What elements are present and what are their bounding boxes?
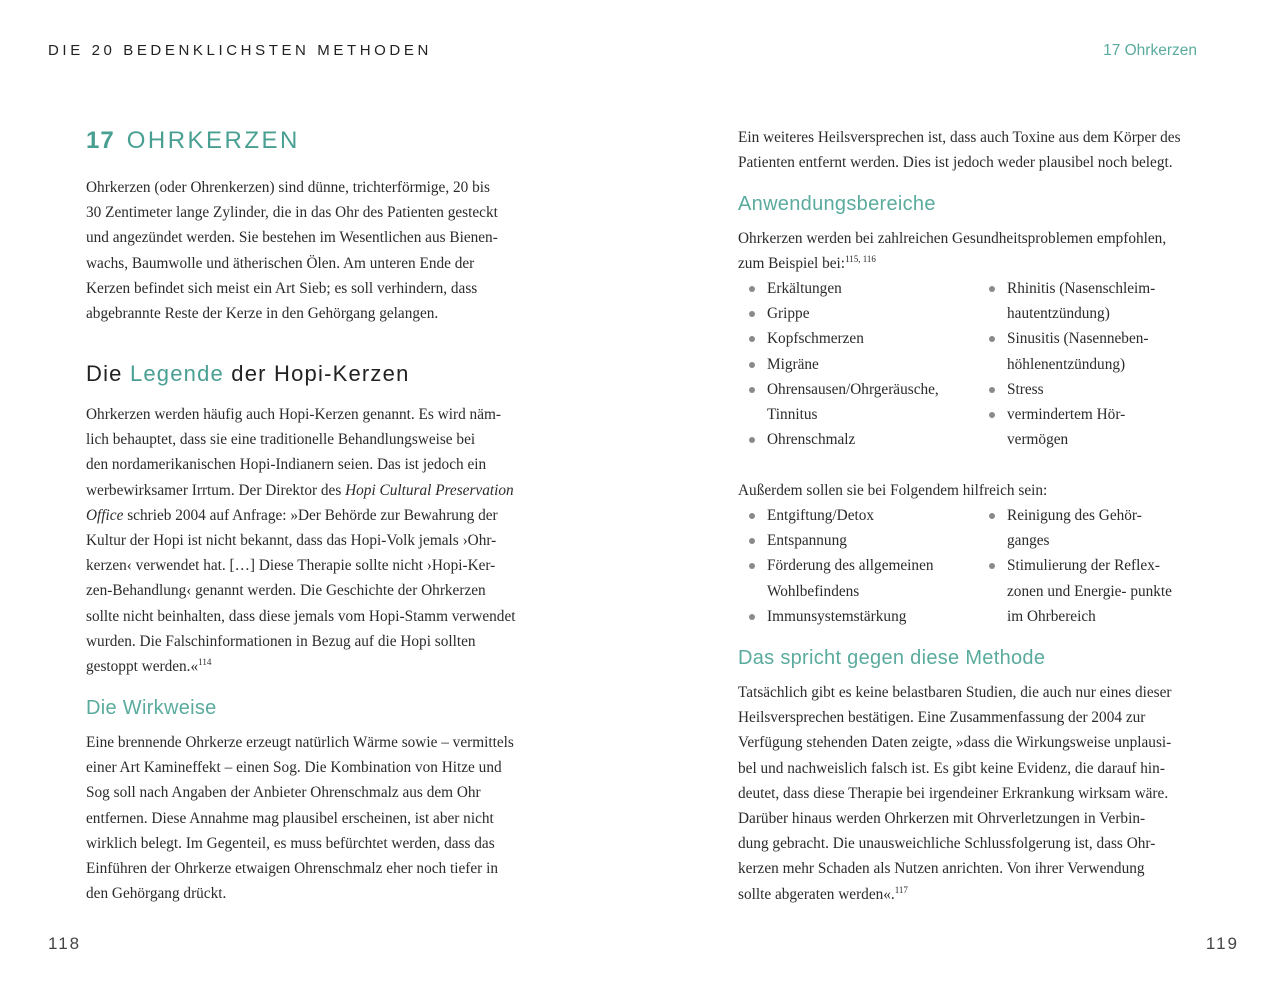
institution-name: Hopi Cultural Preservation xyxy=(345,481,514,499)
also-intro: Außerdem sollen sie bei Folgendem hilfreich sein: xyxy=(738,482,1048,499)
list-item: Entgiftung/Detox xyxy=(738,503,978,528)
legend-paragraph: Ohrkerzen werden häufig auch Hopi-Kerzen genannt. Es wird näm- lich behauptet, dass sie eine traditionelle Behandlungsweise bei den nordamerikanischen Hopi-Indianern seien. Das ist jedoch ein werbewirksamer Irrtum. Der Direktor des Hopi Cultural Preservation Office schrieb 2004 auf Anfrage: »Der Behörde zur Bewahrung der Kultur der Hopi ist nicht bekannt, dass das Hopi-Volk jemals ›Ohr- kerzen‹ verwendet hat. […] Diese Therapie sollte nicht ›Hopi-Ker- zen-Behandlung‹ genannt werden. Die Geschichte der Ohrkerzen sollte nicht beinhalten, dass diese jemals vom Hopi-Stamm verwendet wurden. Die Falschinformationen in Bezug auf die Hopi sollten gestoppt werden.«$^{114}$ xyxy=(86,406,516,676)
running-head-right: 17 Ohrkerzen xyxy=(1103,42,1197,59)
page-number-left: 118 xyxy=(48,934,82,953)
legend-heading-accent: Legende xyxy=(129,361,224,386)
list-item: Immunsystemstärkung xyxy=(738,604,978,629)
indications-list xyxy=(738,276,1200,452)
benefits-list-col1 xyxy=(738,503,978,629)
footnote-ref: 117 xyxy=(894,884,908,895)
list-item: Migräne xyxy=(738,352,978,377)
list-item: Förderung des allgemeinen Wohlbefindens xyxy=(738,553,957,603)
gegen-paragraph: Tatsächlich gibt es keine belastbaren Studien, die auch nur eines dieser Heilsversprechen bestätigen. Eine Zusammenfassung der 2004 zur Verfügung stehenden Daten zeigte, »dass die Wirkungsweise unplausi- bel und nachweislich falsch ist. Es gibt keine Evidenz, die darauf hin- deutet, dass diese Therapie bei irgendeiner Erkrankung wirksam wäre. Darüber hinaus werden Ohrkerzen mit Ohrverletzungen in Verbin- dung gebracht. Die unausweichliche Schlussfolgerung ist, dass Ohr- kerzen mehr Schaden als Nutzen anrichten. Von ihrer Verwendung sollte abgeraten werden«.$^{117}$ xyxy=(738,684,1172,903)
footnote-ref: 114 xyxy=(198,657,212,668)
anwendung-intro: Ohrkerzen werden bei zahlreichen Gesundheitsproblemen empfohlen, zum Beispiel bei:$^{115, 116}$ xyxy=(738,230,1167,273)
list-item: Rhinitis (Nasenschleim- hautentzündung) xyxy=(978,276,1167,326)
toxine-paragraph: Ein weiteres Heilsversprechen ist, dass auch Toxine aus dem Körper des Patienten entfernt werden. Dies ist jedoch weder plausibel noch belegt. xyxy=(738,129,1181,172)
list-item: Erkältungen xyxy=(738,276,978,301)
list-item: Ohrenschmalz xyxy=(738,427,978,452)
list-item: Reinigung des Gehör- ganges xyxy=(978,503,1157,553)
page-number-right: 119 xyxy=(1205,934,1239,953)
benefits-list xyxy=(738,503,1200,629)
indications-list-col1 xyxy=(738,276,978,452)
list-item: Stress xyxy=(978,377,1200,402)
list-item: Grippe xyxy=(738,301,978,326)
list-item: Stimulierung der Reflex- zonen und Energie- punkte im Ohrbereich xyxy=(978,553,1177,629)
gegen-heading: Das spricht gegen diese Methode xyxy=(738,647,1046,669)
chapter-title xyxy=(86,127,300,155)
list-item: vermindertem Hör- vermögen xyxy=(978,402,1147,452)
wirkweise-heading: Die Wirkweise xyxy=(86,697,217,719)
benefits-list-col2 xyxy=(978,503,1200,629)
anwendung-heading: Anwendungsbereiche xyxy=(738,193,936,215)
chapter-number: 17 xyxy=(86,127,115,154)
footnote-ref: 115, 116 xyxy=(845,254,876,265)
legend-heading: Die Legende der Hopi-Kerzen xyxy=(86,361,410,386)
wirkweise-paragraph: Eine brennende Ohrkerze erzeugt natürlich Wärme sowie – vermittels einer Art Kamineffekt – einen Sog. Die Kombination von Hitze und Sog soll nach Angaben der Anbieter Ohrenschmalz aus dem Ohr entfernen. Diese Annahme mag plausibel erscheinen, ist aber nicht wirklich belegt. Im Gegenteil, es muss befürchtet werden, dass das Einführen der Ohrkerze etwaigen Ohrenschmalz eher noch tiefer in den Gehörgang drückt. xyxy=(86,734,514,903)
list-item: Ohrensausen/Ohrgeräusche, Tinnitus xyxy=(738,377,962,427)
indications-list-col2 xyxy=(978,276,1200,452)
list-item: Entspannung xyxy=(738,528,978,553)
list-item: Sinusitis (Nasenneben- höhlenentzündung) xyxy=(978,326,1167,376)
intro-paragraph: Ohrkerzen (oder Ohrenkerzen) sind dünne, trichterförmige, 20 bis 30 Zentimeter lange Zylinder, die in das Ohr des Patienten gesteckt und angezündet werden. Sie bestehen im Wesentlichen aus Bienen- wachs, Baumwolle und ätherischen Ölen. Am unteren Ende der Kerzen befindet sich meist ein Art Sieb; es soll verhindern, dass abgebrannte Reste der Kerze in den Gehörgang gelangen. xyxy=(86,179,498,323)
running-head-left: DIE 20 BEDENKLICHSTEN METHODEN xyxy=(48,42,432,59)
list-item: Kopfschmerzen xyxy=(738,326,978,351)
chapter-name: OHRKERZEN xyxy=(126,127,300,154)
